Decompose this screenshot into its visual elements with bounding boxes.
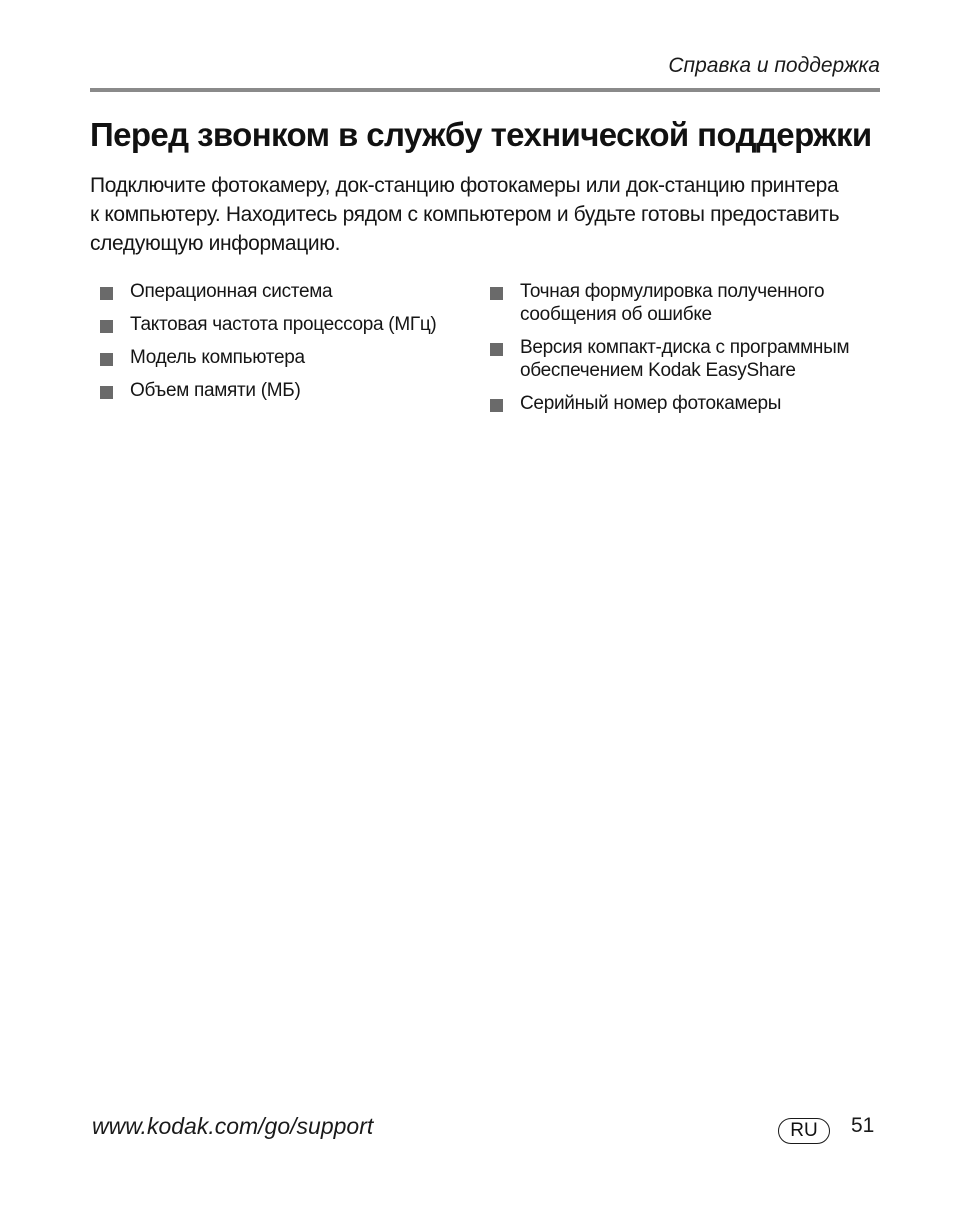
page-title: Перед звонком в службу технической поддержки [90,116,872,153]
running-head: Справка и поддержка [668,54,880,77]
square-bullet-icon [490,343,503,356]
square-bullet-icon [100,287,113,300]
list-item [490,280,849,326]
list-item [100,346,436,369]
square-bullet-icon [100,353,113,366]
info-list-right [490,280,849,425]
list-item [100,280,436,303]
square-bullet-icon [100,386,113,399]
support-url[interactable]: www.kodak.com/go/support [92,1113,374,1139]
list-item [490,336,849,382]
intro-line: к компьютеру. Находитесь рядом с компьютером и будьте готовы предоставить [90,203,840,226]
intro-line: следующую информацию. [90,232,341,255]
square-bullet-icon [490,287,503,300]
list-item-text: Серийный номер фотокамеры [520,393,782,414]
list-item-text: обеспечением Kodak EasyShare [520,360,796,381]
list-item [100,313,436,336]
info-list-left [100,280,436,412]
list-item-text: Модель компьютера [130,347,305,368]
list-item [100,379,436,402]
language-badge: RU [778,1118,830,1144]
header-rule [90,88,880,92]
list-item [490,392,849,415]
list-item-text: Версия компакт-диска с программным [520,337,850,358]
list-item-text: сообщения об ошибке [520,304,712,325]
list-item-text: Точная формулировка полученного [520,281,825,302]
square-bullet-icon [490,399,503,412]
intro-line: Подключите фотокамеру, док-станцию фотокамеры или док-станцию принтера [90,174,839,197]
list-item-text: Тактовая частота процессора (МГц) [130,314,437,335]
square-bullet-icon [100,320,113,333]
intro-paragraph [90,171,880,258]
page-number: 51 [851,1114,875,1137]
list-item-text: Объем памяти (МБ) [130,380,301,401]
list-item-text: Операционная система [130,281,333,302]
